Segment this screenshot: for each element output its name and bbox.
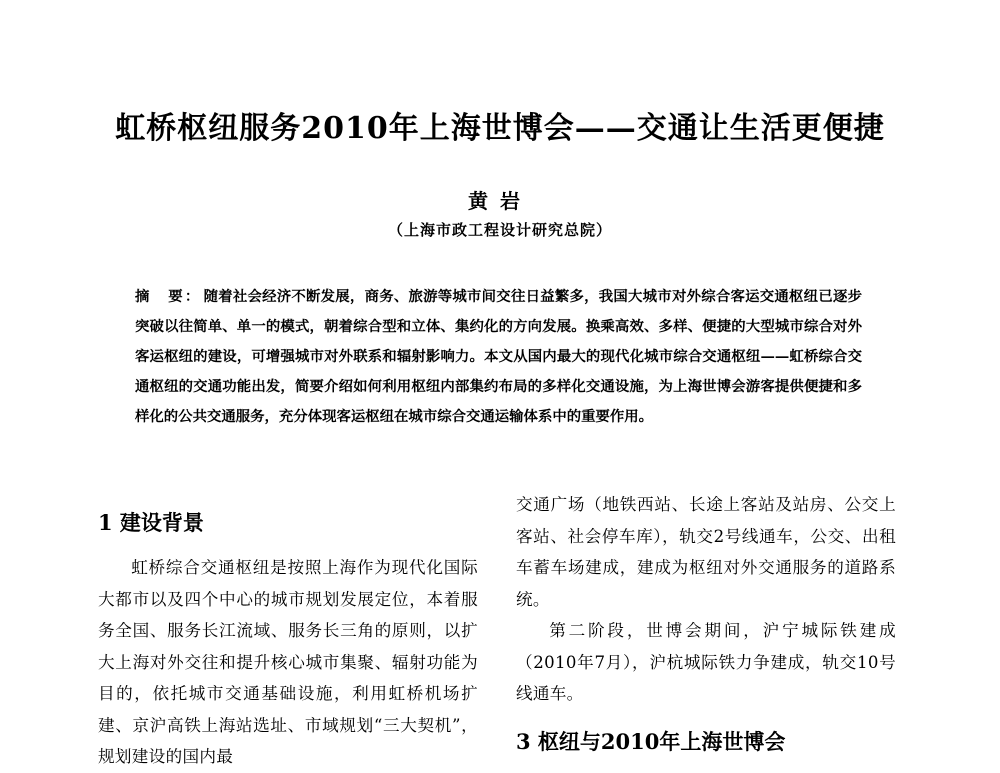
author-affiliation: （上海市政工程设计研究总院） [387, 221, 612, 239]
abstract [135, 282, 862, 432]
author-name: 黄岩 [468, 189, 532, 213]
section-3-heading: 3 枢纽与2010年上海世博会 [516, 728, 786, 754]
abstract-text: 随着社会经济不断发展，商务、旅游等城市间交往日益繁多，我国大城市对外综合客运交通枢纽已逐步突破以往简单、单一的模式，朝着综合型和立体、集约化的方向发展。换乘高效、多样、便捷的大型城市综合对外客运枢纽的建设，可增强城市对外联系和辐射影响力。本文从国内最大的现代化城市综合交通枢纽——虹桥综合交通枢纽的交通功能出发，简要介绍如何利用枢纽内部集约布局的多样化交通设施，为上海世博会游客提供便捷和多样化的公共交通服务，充分体现客运枢纽在城市综合交通运输体系中的重要作用。 [135, 288, 862, 425]
left-column [98, 503, 478, 773]
section-1-paragraph: 虹桥综合交通枢纽是按照上海作为现代化国际大都市以及四个中心的城市规划发展定位，本着服务全国、服务长江流域、服务长三角的原则，以扩大上海对外交往和提升核心城市集聚、辐射功能为目的，依托城市交通基础设施，利用虹桥机场扩建、京沪高铁上海站选址、市域规划“三大契机”，规划建设的国内最 [98, 558, 478, 766]
section-1-heading: 1 建设背景 [98, 510, 204, 535]
paper-title: 虹桥枢纽服务2010年上海世博会——交通让生活更便捷 [115, 111, 885, 146]
continued-paragraph: 交通广场（地铁西站、长途上客站及站房、公交上客站、社会停车库），轨交2号线通车，公交、出租车蓄车场建成，建成为枢纽对外交通服务的道路系统。 [516, 495, 896, 609]
abstract-label: 摘 要： [135, 288, 202, 305]
right-column [516, 489, 896, 762]
phase-two-paragraph: 第二阶段，世博会期间，沪宁城际铁建成（2010年7月），沪杭城际铁力争建成，轨交10号线通车。 [516, 621, 896, 703]
